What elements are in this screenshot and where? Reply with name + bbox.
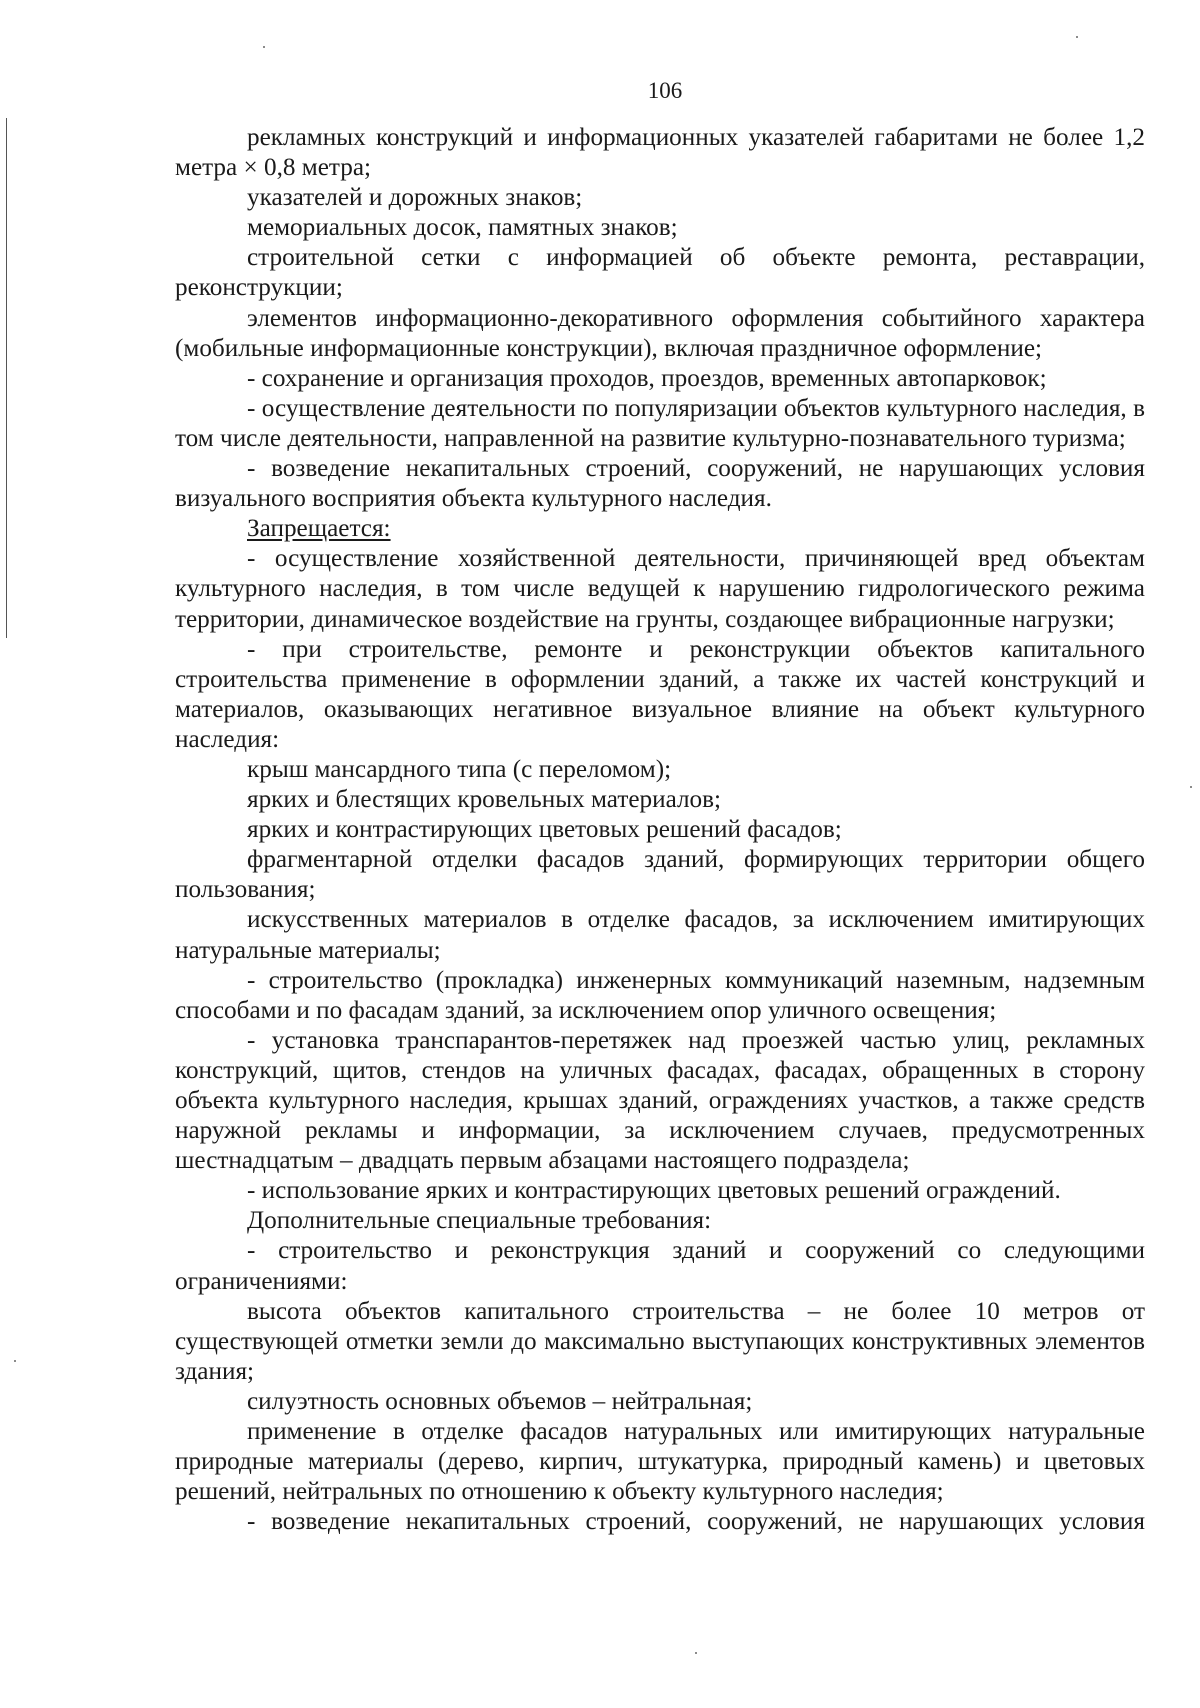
paragraph: крыш мансардного типа (с переломом); xyxy=(247,755,672,783)
paragraph: - строительство (прокладка) инженерных коммуникаций наземным, надземным способами и по фасадам зданий, за исключением опор уличного освещения; xyxy=(175,966,1145,1024)
paragraph: - возведение некапитальных строений, сооружений, не нарушающих условия xyxy=(247,1508,1145,1536)
paragraph: рекламных конструкций и информационных указателей габаритами не более 1,2 метра × 0,8 метра; xyxy=(175,124,1145,182)
paragraph: мемориальных досок, памятных знаков; xyxy=(247,214,678,242)
scan-edge-mark xyxy=(6,118,7,638)
scan-speck xyxy=(1076,36,1078,38)
paragraph: - осуществление деятельности по популяризации объектов культурного наследия, в том числе деятельности, направленной на развитие культурно-познавательного туризма; xyxy=(175,394,1145,452)
paragraph: - осуществление хозяйственной деятельности, причиняющей вред объектам культурного наследия, в том числе ведущей к нарушению гидрологического режима территории, динамическое воздействие на грунты, создающее вибрационные нагрузки; xyxy=(175,545,1145,633)
paragraph: силуэтность основных объемов – нейтральная; xyxy=(247,1387,753,1415)
paragraph: ярких и блестящих кровельных материалов; xyxy=(247,786,722,814)
paragraph: Дополнительные специальные требования: xyxy=(247,1207,712,1235)
scan-speck xyxy=(695,1652,697,1654)
paragraph: - строительство и реконструкция зданий и сооружений со следующими ограничениями: xyxy=(175,1237,1145,1295)
paragraph: - использование ярких и контрастирующих цветовых решений ограждений. xyxy=(247,1177,1061,1205)
scan-speck xyxy=(263,46,265,48)
scan-speck xyxy=(1190,786,1192,788)
paragraph: искусственных материалов в отделке фасадов, за исключением имитирующих натуральные материалы; xyxy=(175,906,1145,964)
scan-speck xyxy=(14,1360,16,1362)
paragraph: указателей и дорожных знаков; xyxy=(247,184,583,212)
paragraph: - установка транспарантов-перетяжек над проезжей частью улиц, рекламных конструкций, щитов, стендов на уличных фасадах, фасадах, обращенных в сторону объекта культурного наследия, крышах зданий, ограждениях участков, а также средств наружной рекламы и информации, за исключением случаев, предусмотренных шестнадцатым – двадцать первым абзацами настоящего подраздела; xyxy=(175,1026,1145,1175)
paragraph: - при строительстве, ремонте и реконструкции объектов капитального строительства применение в оформлении зданий, а также их частей конструкций и материалов, оказывающих негативное визуальное влияние на объект культурного наследия: xyxy=(175,635,1145,753)
document-body xyxy=(175,123,1145,1537)
paragraph: ярких и контрастирующих цветовых решений фасадов; xyxy=(247,816,842,844)
paragraph: элементов информационно-декоративного оформления событийного характера (мобильные информационные конструкции), включая праздничное оформление; xyxy=(175,304,1145,362)
paragraph: строительной сетки с информацией об объекте ремонта, реставрации, реконструкции; xyxy=(175,244,1145,302)
paragraph: - сохранение и организация проходов, проездов, временных автопарковок; xyxy=(247,364,1047,392)
underlined-heading: Запрещается: xyxy=(247,515,391,543)
paragraph: применение в отделке фасадов натуральных или имитирующих натуральные природные материалы (дерево, кирпич, штукатурка, природный камень) и цветовых решений, нейтральных по отношению к объекту культурного наследия; xyxy=(175,1418,1145,1506)
paragraph: фрагментарной отделки фасадов зданий, формирующих территории общего пользования; xyxy=(175,846,1145,904)
section-heading-prohibited xyxy=(175,514,1145,544)
paragraph: - возведение некапитальных строений, сооружений, не нарушающих условия визуального восприятия объекта культурного наследия. xyxy=(175,455,1145,513)
paragraph: высота объектов капитального строительства – не более 10 метров от существующей отметки земли до максимально выступающих конструктивных элементов здания; xyxy=(175,1297,1145,1385)
page-number: 106 xyxy=(647,78,683,103)
